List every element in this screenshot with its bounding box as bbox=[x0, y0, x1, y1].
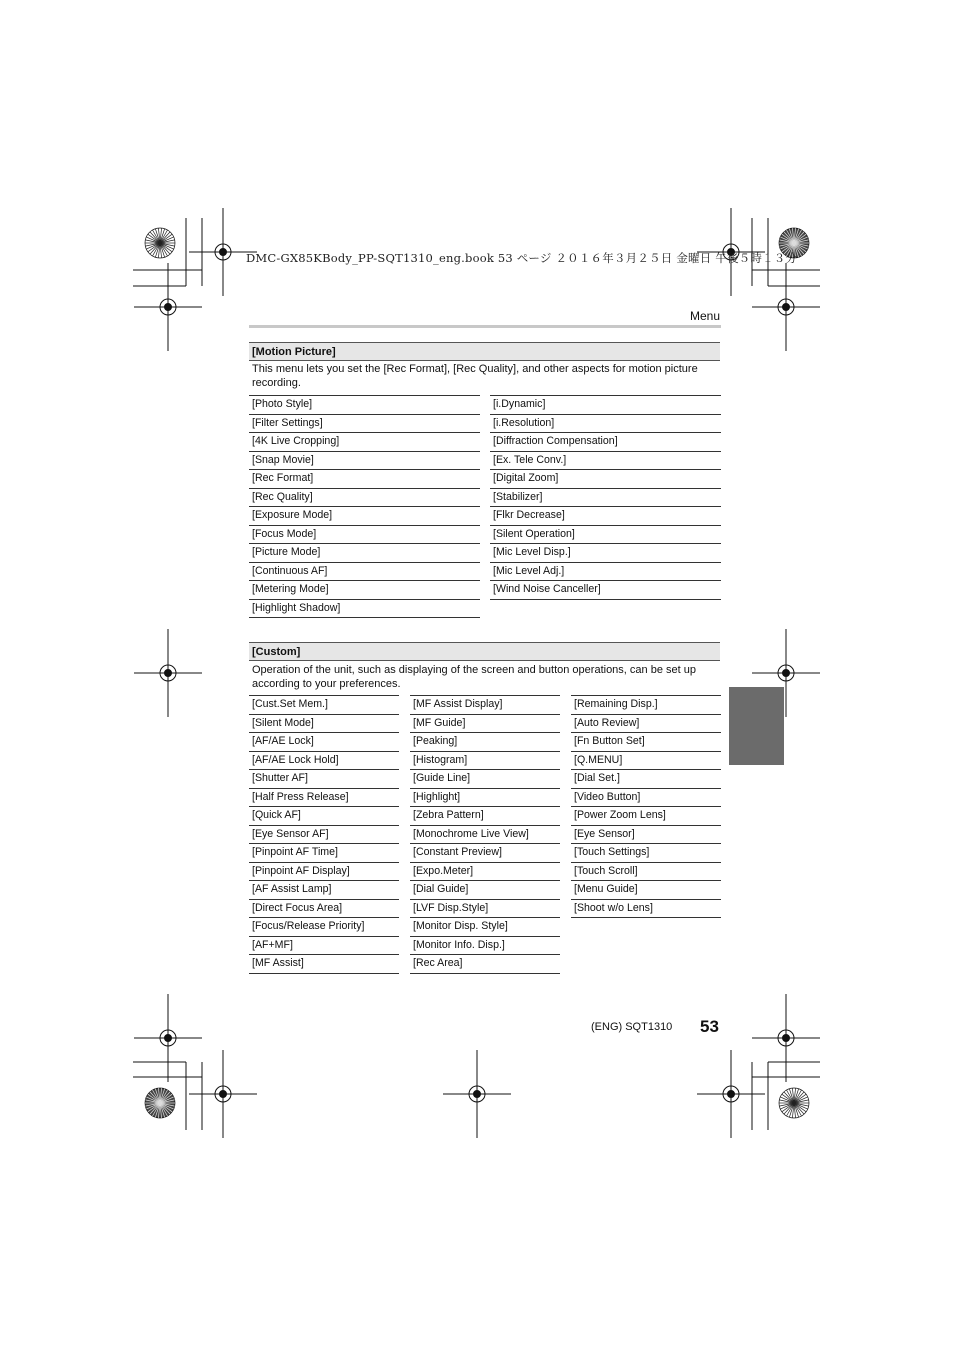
menu-item: [Eye Sensor AF] bbox=[249, 826, 399, 845]
menu-item: [Pinpoint AF Display] bbox=[249, 863, 399, 882]
menu-item: [Mic Level Adj.] bbox=[490, 563, 721, 582]
menu-item: [Fn Button Set] bbox=[571, 733, 721, 752]
menu-item: [Silent Operation] bbox=[490, 526, 721, 545]
menu-item: [Half Press Release] bbox=[249, 789, 399, 808]
menu-item: [MF Assist Display] bbox=[410, 696, 560, 715]
menu-item: [Digital Zoom] bbox=[490, 470, 721, 489]
menu-item: [Highlight] bbox=[410, 789, 560, 808]
menu-item: [Zebra Pattern] bbox=[410, 807, 560, 826]
menu-item: [Exposure Mode] bbox=[249, 507, 480, 526]
menu-item: [Peaking] bbox=[410, 733, 560, 752]
menu-item: [Picture Mode] bbox=[249, 544, 480, 563]
menu-item: [Power Zoom Lens] bbox=[571, 807, 721, 826]
page-number: 53 bbox=[700, 1017, 719, 1036]
menu-item: [Shutter AF] bbox=[249, 770, 399, 789]
menu-item: [Q.MENU] bbox=[571, 752, 721, 771]
menu-item: [Monitor Disp. Style] bbox=[410, 918, 560, 937]
menu-item: [Cust.Set Mem.] bbox=[249, 696, 399, 715]
menu-item: [Ex. Tele Conv.] bbox=[490, 452, 721, 471]
menu-item: [Highlight Shadow] bbox=[249, 600, 480, 619]
menu-item: [AF/AE Lock Hold] bbox=[249, 752, 399, 771]
footer-model-code: (ENG) SQT1310 bbox=[591, 1021, 673, 1033]
menu-item: [Expo.Meter] bbox=[410, 863, 560, 882]
menu-item: [Eye Sensor] bbox=[571, 826, 721, 845]
custom-column-3 bbox=[571, 695, 721, 918]
menu-item: [Mic Level Disp.] bbox=[490, 544, 721, 563]
menu-item: [MF Guide] bbox=[410, 715, 560, 734]
motion-picture-heading: [Motion Picture] bbox=[249, 342, 720, 361]
menu-item: [MF Assist] bbox=[249, 955, 399, 974]
menu-item: [Diffraction Compensation] bbox=[490, 433, 721, 452]
menu-item: [Rec Area] bbox=[410, 955, 560, 974]
menu-item: [Dial Guide] bbox=[410, 881, 560, 900]
custom-description: Operation of the unit, such as displaying of the screen and button operations, can be set up according to your preferences. bbox=[252, 664, 696, 690]
menu-item: [Monitor Info. Disp.] bbox=[410, 937, 560, 956]
running-head: Menu bbox=[689, 309, 720, 323]
menu-item: [Silent Mode] bbox=[249, 715, 399, 734]
header-rule bbox=[249, 325, 721, 328]
custom-column-1 bbox=[249, 695, 399, 974]
menu-item: [Focus Mode] bbox=[249, 526, 480, 545]
menu-item: [Pinpoint AF Time] bbox=[249, 844, 399, 863]
menu-item: [AF+MF] bbox=[249, 937, 399, 956]
menu-item: [AF Assist Lamp] bbox=[249, 881, 399, 900]
menu-item: [i.Dynamic] bbox=[490, 396, 721, 415]
menu-item: [Monochrome Live View] bbox=[410, 826, 560, 845]
print-header: DMC-GX85KBody_PP-SQT1310_eng.book 53 ページ ２０１６年３月２５日 金曜日 午後５時１３分 bbox=[246, 251, 798, 265]
menu-item: [Wind Noise Canceller] bbox=[490, 581, 721, 600]
menu-item: [Continuous AF] bbox=[249, 563, 480, 582]
chapter-side-tab bbox=[729, 687, 784, 765]
menu-item: [Snap Movie] bbox=[249, 452, 480, 471]
menu-item: [Auto Review] bbox=[571, 715, 721, 734]
menu-item: [Metering Mode] bbox=[249, 581, 480, 600]
menu-item: [Remaining Disp.] bbox=[571, 696, 721, 715]
custom-heading: [Custom] bbox=[249, 642, 720, 661]
menu-item: [Touch Scroll] bbox=[571, 863, 721, 882]
menu-item: [Touch Settings] bbox=[571, 844, 721, 863]
motion-picture-column-1 bbox=[249, 395, 480, 618]
menu-item: [Filter Settings] bbox=[249, 415, 480, 434]
menu-item: [AF/AE Lock] bbox=[249, 733, 399, 752]
custom-column-2 bbox=[410, 695, 560, 974]
menu-item: [Flkr Decrease] bbox=[490, 507, 721, 526]
menu-item: [Video Button] bbox=[571, 789, 721, 808]
menu-item: [Focus/Release Priority] bbox=[249, 918, 399, 937]
menu-item: [i.Resolution] bbox=[490, 415, 721, 434]
motion-picture-column-2 bbox=[490, 395, 721, 600]
menu-item: [Quick AF] bbox=[249, 807, 399, 826]
menu-item: [Photo Style] bbox=[249, 396, 480, 415]
menu-item: [Stabilizer] bbox=[490, 489, 721, 508]
menu-item: [Direct Focus Area] bbox=[249, 900, 399, 919]
menu-item: [Histogram] bbox=[410, 752, 560, 771]
motion-picture-description: This menu lets you set the [Rec Format], [Rec Quality], and other aspects for motion picture recording. bbox=[252, 363, 698, 389]
menu-item: [Menu Guide] bbox=[571, 881, 721, 900]
menu-item: [Rec Quality] bbox=[249, 489, 480, 508]
menu-item: [LVF Disp.Style] bbox=[410, 900, 560, 919]
menu-item: [Rec Format] bbox=[249, 470, 480, 489]
menu-item: [Constant Preview] bbox=[410, 844, 560, 863]
menu-item: [Dial Set.] bbox=[571, 770, 721, 789]
menu-item: [Shoot w/o Lens] bbox=[571, 900, 721, 919]
menu-item: [4K Live Cropping] bbox=[249, 433, 480, 452]
menu-item: [Guide Line] bbox=[410, 770, 560, 789]
